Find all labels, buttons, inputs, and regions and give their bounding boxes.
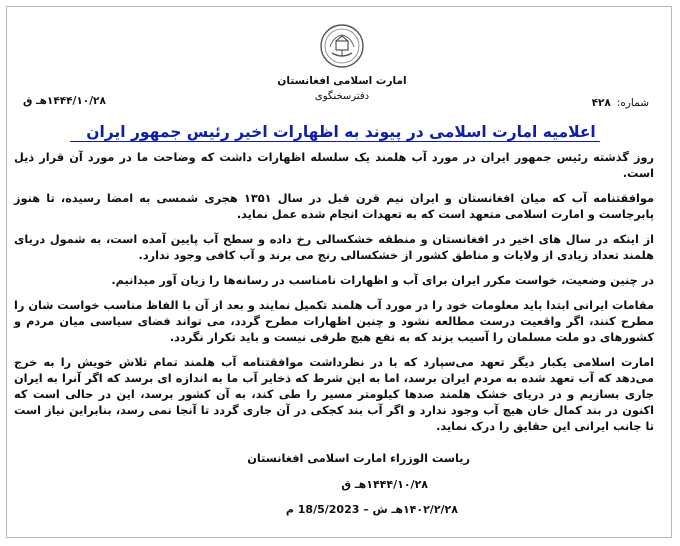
paragraph: روز گذشته رئیس جمهور ایران در مورد آب هلمند یک سلسله اظهارات داشت که وضاحت ما در مورد آن قرار ذیل است. — [14, 151, 654, 180]
document-title: اعلامیه امارت اسلامی در پیوند به اظهارات اخیر رئیس جمهور ایران — [86, 123, 596, 141]
paragraph: در چنین وضعیت، خواست مکرر ایران برای آب و اظهارات نامناسب در رسانه‌ها را زیان آور میدانیم. — [111, 274, 654, 287]
issue-date: ۱۴۴۴/۱۰/۲۸هـ ق — [23, 95, 106, 107]
emblem-icon — [319, 23, 365, 69]
paragraph: از اینکه در سال های اخیر در افغانستان و منطقه خشکسالی رخ داده و سطح آب پایین آمده است، به شمول دریای هلمند تعداد زیادی از ولایات و مناطق کشور از خشکسالی رنج می برند و آب کافی وجود ندارد. — [14, 233, 654, 262]
title-underline — [70, 141, 600, 142]
org-name: امارت اسلامی افغانستان — [277, 75, 407, 87]
closing-date-hijri: ۱۴۴۴/۱۰/۲۸هـ ق — [341, 478, 428, 491]
number-value: ۴۲۸ — [591, 97, 611, 109]
closing-date-line: ۱۴۰۲/۲/۲۸هـ ش – 18/5/2023 م — [285, 503, 458, 516]
signature: ریاست الوزراء امارت اسلامی افغانستان — [247, 452, 470, 465]
paragraph: موافقتنامه آب که میان افغانستان و ایران نیم قرن قبل در سال ۱۳۵۱ هجری شمسی به امضا رسیده، تا هنوز پابرجاست و امارت اسلامی متعهد است که به تعهدات انجام شده عمل نماید. — [14, 192, 654, 221]
office-name: دفترسخنگوی — [314, 91, 370, 102]
paragraph: امارت اسلامی یکبار دیگر تعهد می‌سپارد که با در نظرداشت موافقتنامه آب هلمند تمام تلاش خویش را به خرج می‌دهد که آب تعهد شده به مردم ایران برسد، اما به این شرط که ذخایر آب ما به اندازه ای برسد که اگر آنرا به ایران جاری بسازیم و در دریای خشک هلمند صدها کیلومتر مسیر را طی کند، به آن کشور برسد، این در حالی است که اکنون در بند کمال خان هیچ آب وجود ندارد و اگر آب بند کجکی در آن جاری گردد تا آنجا نمی رسد، بنابراین نیاز است تا جانب ایرانی این حقایق را درک نماید. — [14, 356, 654, 433]
reference-number — [592, 97, 649, 109]
document-body — [14, 150, 654, 444]
number-label: شماره: — [616, 97, 649, 109]
paragraph: مقامات ایرانی ابتدا باید معلومات خود را در مورد آب هلمند تکمیل نمایند و بعد از آن با الفاظ مناسب خواست شان را مطرح کنند، اگر واقعیت درست مطالعه نشود و چنین اظهارات مطرح گردد، می تواند فضای سیاسی میان مردم و کشورهای دو ملت مسلمان را آسیب بزند که به نفع هیچ طرفی نیست و باید تکرار نگردد. — [14, 299, 654, 344]
